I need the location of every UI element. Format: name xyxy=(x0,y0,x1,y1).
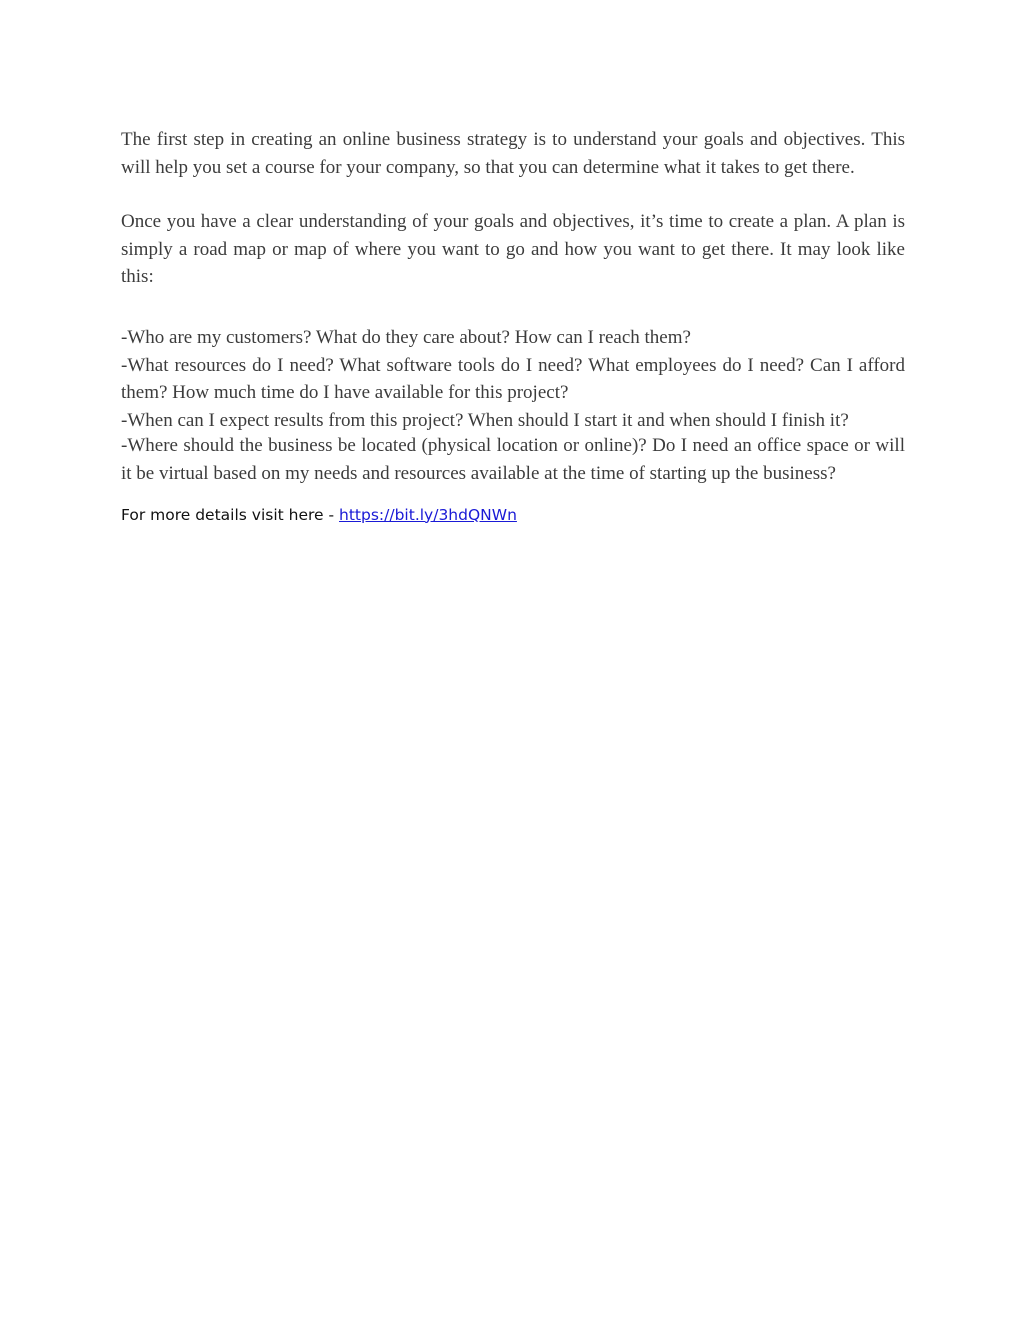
list-item-customers: -Who are my customers? What do they care about? How can I reach them? xyxy=(121,326,691,348)
paragraph-plan: Once you have a clear understanding of your goals and objectives, it’s time to create a plan. A plan is simply a road map or map of where you want to go and how you want to get there. It may look like this: xyxy=(121,211,905,288)
list-item-location: -Where should the business be located (physical location or online)? Do I need an office space or will it be virtual based on my needs and resources available at the time of starting up the business? xyxy=(121,435,905,484)
more-details-link[interactable]: https://bit.ly/3hdQNWn xyxy=(339,505,517,524)
more-details-prefix: For more details visit here - xyxy=(121,505,340,524)
more-details-line xyxy=(121,504,905,526)
question-list xyxy=(121,324,905,488)
document-page xyxy=(121,126,905,526)
list-item-results: -When can I expect results from this project? When should I start it and when should I finish it? xyxy=(121,409,849,431)
paragraph-intro: The first step in creating an online business strategy is to understand your goals and objectives. This will help you set a course for your company, so that you can determine what it takes to get there. xyxy=(121,129,905,178)
list-item-resources: -What resources do I need? What software tools do I need? What employees do I need? Can I afford them? How much time do I have available for this project? xyxy=(121,354,905,404)
